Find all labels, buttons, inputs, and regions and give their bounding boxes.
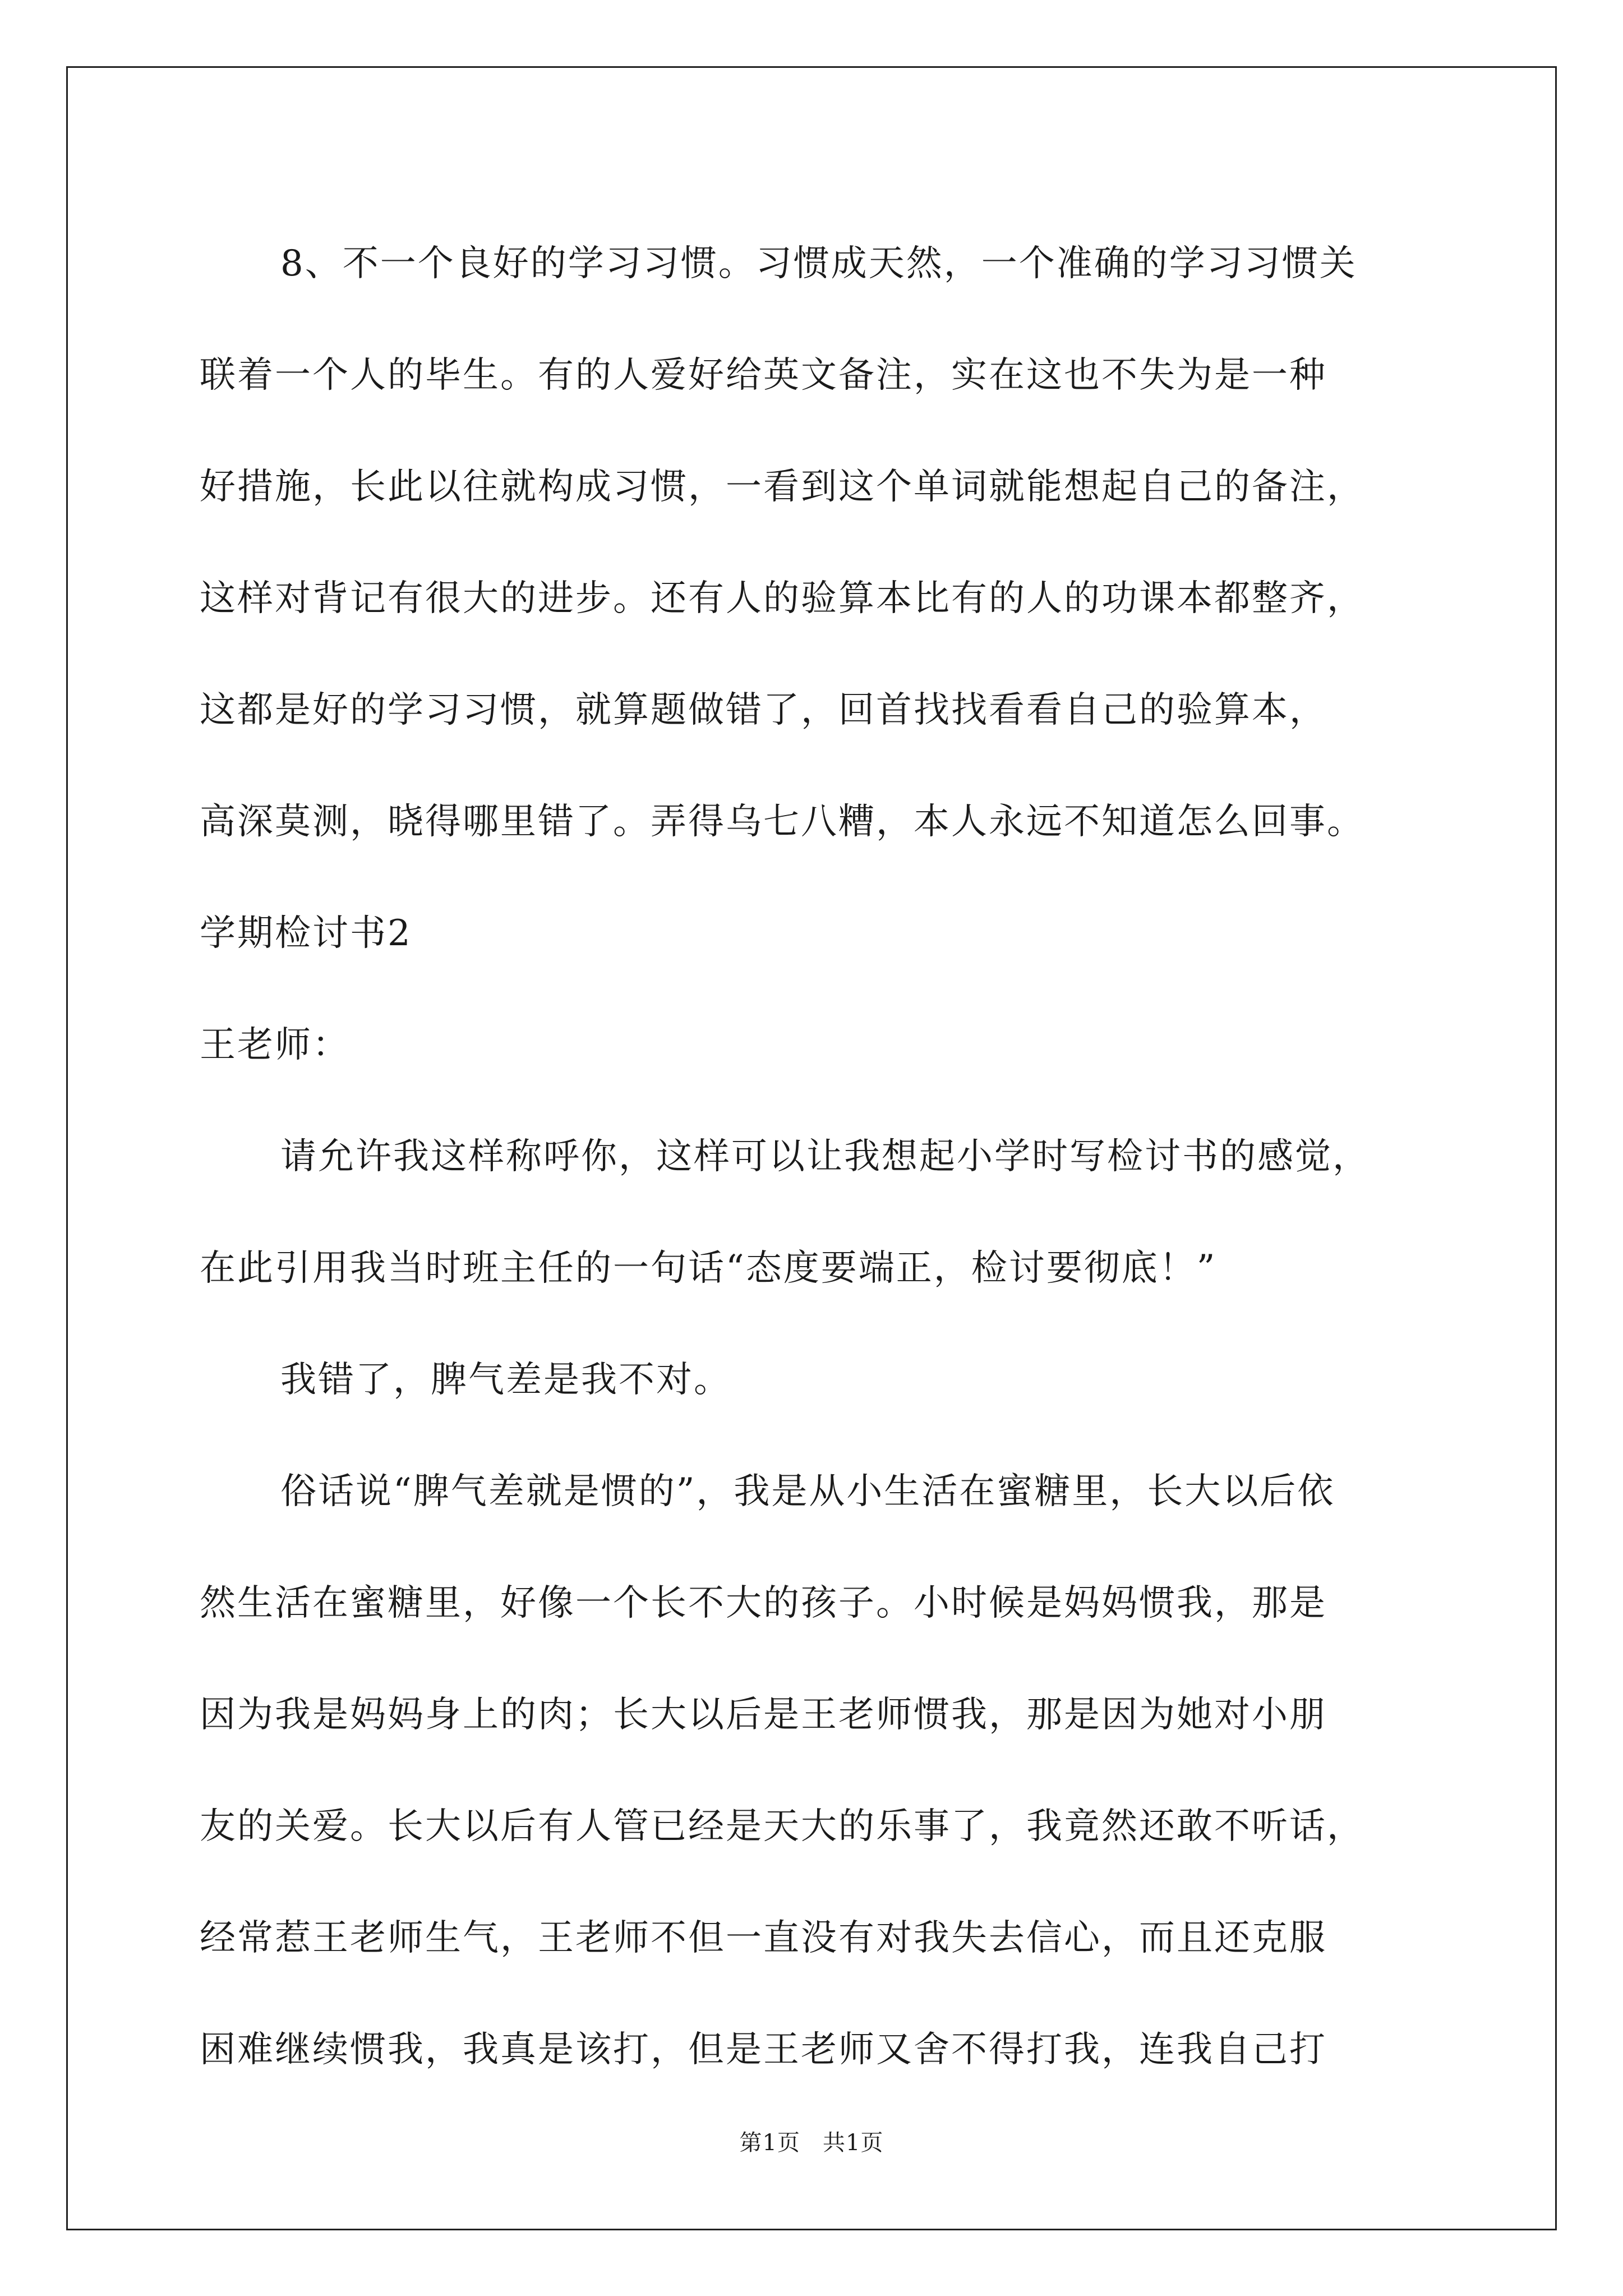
- text-line: 这都是好的学习习惯，就算题做错了，回首找找看看自己的验算本，: [200, 689, 1327, 731]
- text-line: 经常惹王老师生气，王老师不但一直没有对我失去信心，而且还克服: [200, 1917, 1327, 1959]
- section-heading: 学期检讨书2: [200, 913, 412, 954]
- text-line: 这样对背记有很大的进步。还有人的验算本比有的人的功课本都整齐，: [200, 578, 1364, 619]
- page-footer: [0, 2125, 1623, 2157]
- text-line: 在此引用我当时班主任的一句话“态度要端正，检讨要彻底！”: [200, 1248, 1217, 1289]
- text-line: 联着一个人的毕生。有的人爱好给英文备注，实在这也不失为是一种: [200, 355, 1327, 396]
- text-line: 我错了，脾气差是我不对。: [280, 1359, 731, 1401]
- text-line: 高深莫测，晓得哪里错了。弄得乌七八糟，本人永远不知道怎么回事。: [200, 801, 1364, 843]
- text-line: 因为我是妈妈身上的肉；长大以后是王老师惯我，那是因为她对小朋: [200, 1694, 1327, 1736]
- text-line: 俗话说“脾气差就是惯的”，我是从小生活在蜜糖里，长大以后依: [280, 1471, 1335, 1512]
- salutation: 王老师：: [200, 1024, 350, 1066]
- text-line: 友的关爱。长大以后有人管已经是天大的乐事了，我竟然还敢不听话，: [200, 1806, 1364, 1847]
- text-line: 然生活在蜜糖里，好像一个长不大的孩子。小时候是妈妈惯我，那是: [200, 1582, 1327, 1624]
- text-line: 请允许我这样称呼你，这样可以让我想起小学时写检讨书的感觉，: [280, 1136, 1370, 1177]
- text-line: 困难继续惯我，我真是该打，但是王老师又舍不得打我，连我自己打: [200, 2029, 1327, 2070]
- text-line: 8、不一个良好的学习习惯。习惯成天然，一个准确的学习习惯关: [280, 243, 1357, 284]
- page-total: 共1页: [823, 2130, 884, 2156]
- text-line: 好措施，长此以往就构成习惯，一看到这个单词就能想起自己的备注，: [200, 466, 1364, 508]
- page-number: 第1页: [739, 2130, 800, 2156]
- document-body: [200, 222, 1428, 2119]
